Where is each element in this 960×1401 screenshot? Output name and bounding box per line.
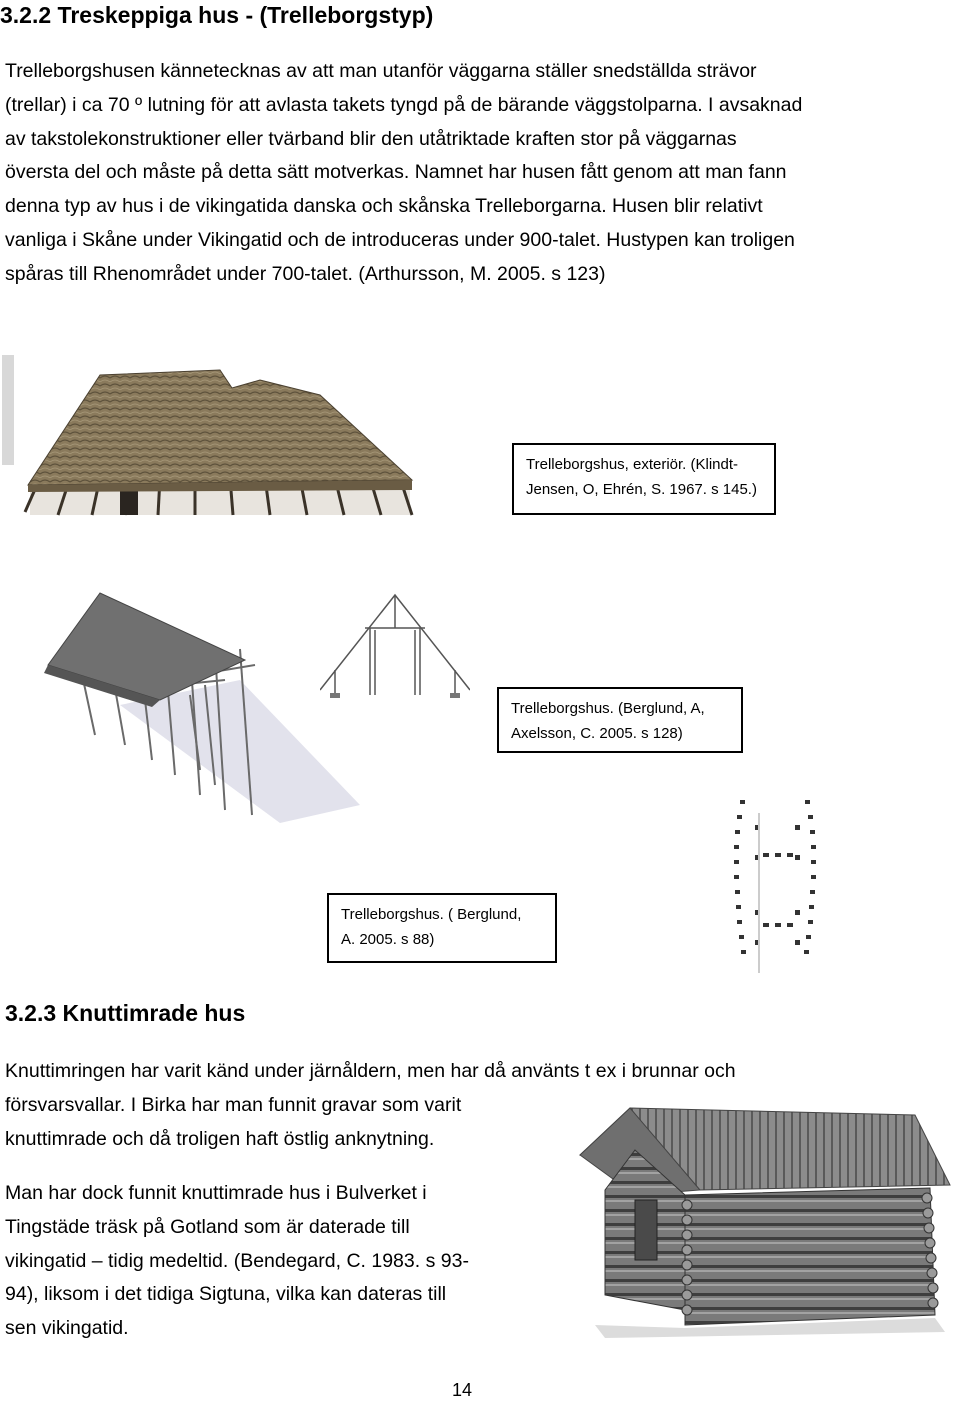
page-number: 14	[452, 1380, 473, 1400]
paragraph-line: av takstolekonstruktioner eller tvärband blir den utåtriktade kraften stor på väggarnas	[5, 127, 737, 150]
caption-line: Trelleborgshus, exteriör. (Klindt-	[526, 456, 739, 473]
caption-line: Trelleborgshus. ( Berglund,	[341, 906, 522, 923]
paragraph-line: spåras till Rhenområdet under 700-talet. (Arthursson, M. 2005. s 123)	[5, 262, 606, 285]
trelleborg-cross-section-drawing	[320, 590, 470, 700]
paragraph-line: vikingatid – tidig medeltid. (Bendegard, C. 1983. s 93-	[5, 1249, 469, 1272]
paragraph-line: knuttimrade och då troligen haft östlig anknytning.	[5, 1127, 435, 1150]
section-3-2-2-paragraph	[5, 55, 802, 292]
figure-caption-plan	[327, 893, 557, 963]
trelleborg-posthole-plan	[725, 795, 835, 985]
paragraph-line: Trelleborgshusen kännetecknas av att man utanför väggarna ställer snedställda strävor	[5, 60, 757, 82]
paragraph-line: Man har dock funnit knuttimrade hus i Bulverket i	[5, 1182, 427, 1204]
trelleborg-house-exterior-image	[0, 350, 420, 530]
section-heading-3-2-3: 3.2.3 Knuttimrade hus	[5, 1000, 246, 1026]
paragraph-line: (trellar) i ca 70 º lutning för att avlasta takets tyngd på de bärande väggstolparna. I avsaknad	[5, 93, 803, 116]
paragraph-line: försvarsvallar. I Birka har man funnit gravar som varit	[5, 1093, 462, 1116]
paragraph-line: vanliga i Skåne under Vikingatid och de introduceras under 900-talet. Hustypen kan troligen	[5, 228, 795, 251]
caption-line: A. 2005. s 88)	[341, 931, 435, 948]
paragraph-line: Tingstäde träsk på Gotland som är daterade till	[5, 1215, 410, 1238]
paragraph-line: översta del och måste på detta sätt motverkas. Namnet har husen fått genom att man fann	[5, 161, 787, 184]
paragraph-line: 94), liksom i det tidiga Sigtuna, vilka kan dateras till	[5, 1283, 447, 1306]
figure-caption-exterior	[512, 443, 776, 515]
paragraph-line: Knuttimringen har varit känd under järnåldern, men har då använts t ex i brunnar och	[5, 1060, 736, 1082]
section-3-2-3-paragraph-2	[5, 1177, 469, 1346]
paragraph-line: denna typ av hus i de vikingatida danska och skånska Trelleborgarna. Husen blir relativt	[5, 195, 763, 218]
caption-line: Jensen, O, Ehrén, S. 1967. s 145.)	[526, 481, 757, 498]
figure-caption-drawing	[497, 687, 743, 753]
log-house-model-image	[575, 1100, 960, 1340]
paragraph-line: sen vikingatid.	[5, 1317, 129, 1340]
caption-line: Trelleborgshus. (Berglund, A,	[511, 700, 705, 717]
section-heading-3-2-2: 3.2.2 Treskeppiga hus - (Trelleborgstyp)	[0, 2, 434, 28]
caption-line: Axelsson, C. 2005. s 128)	[511, 725, 683, 742]
